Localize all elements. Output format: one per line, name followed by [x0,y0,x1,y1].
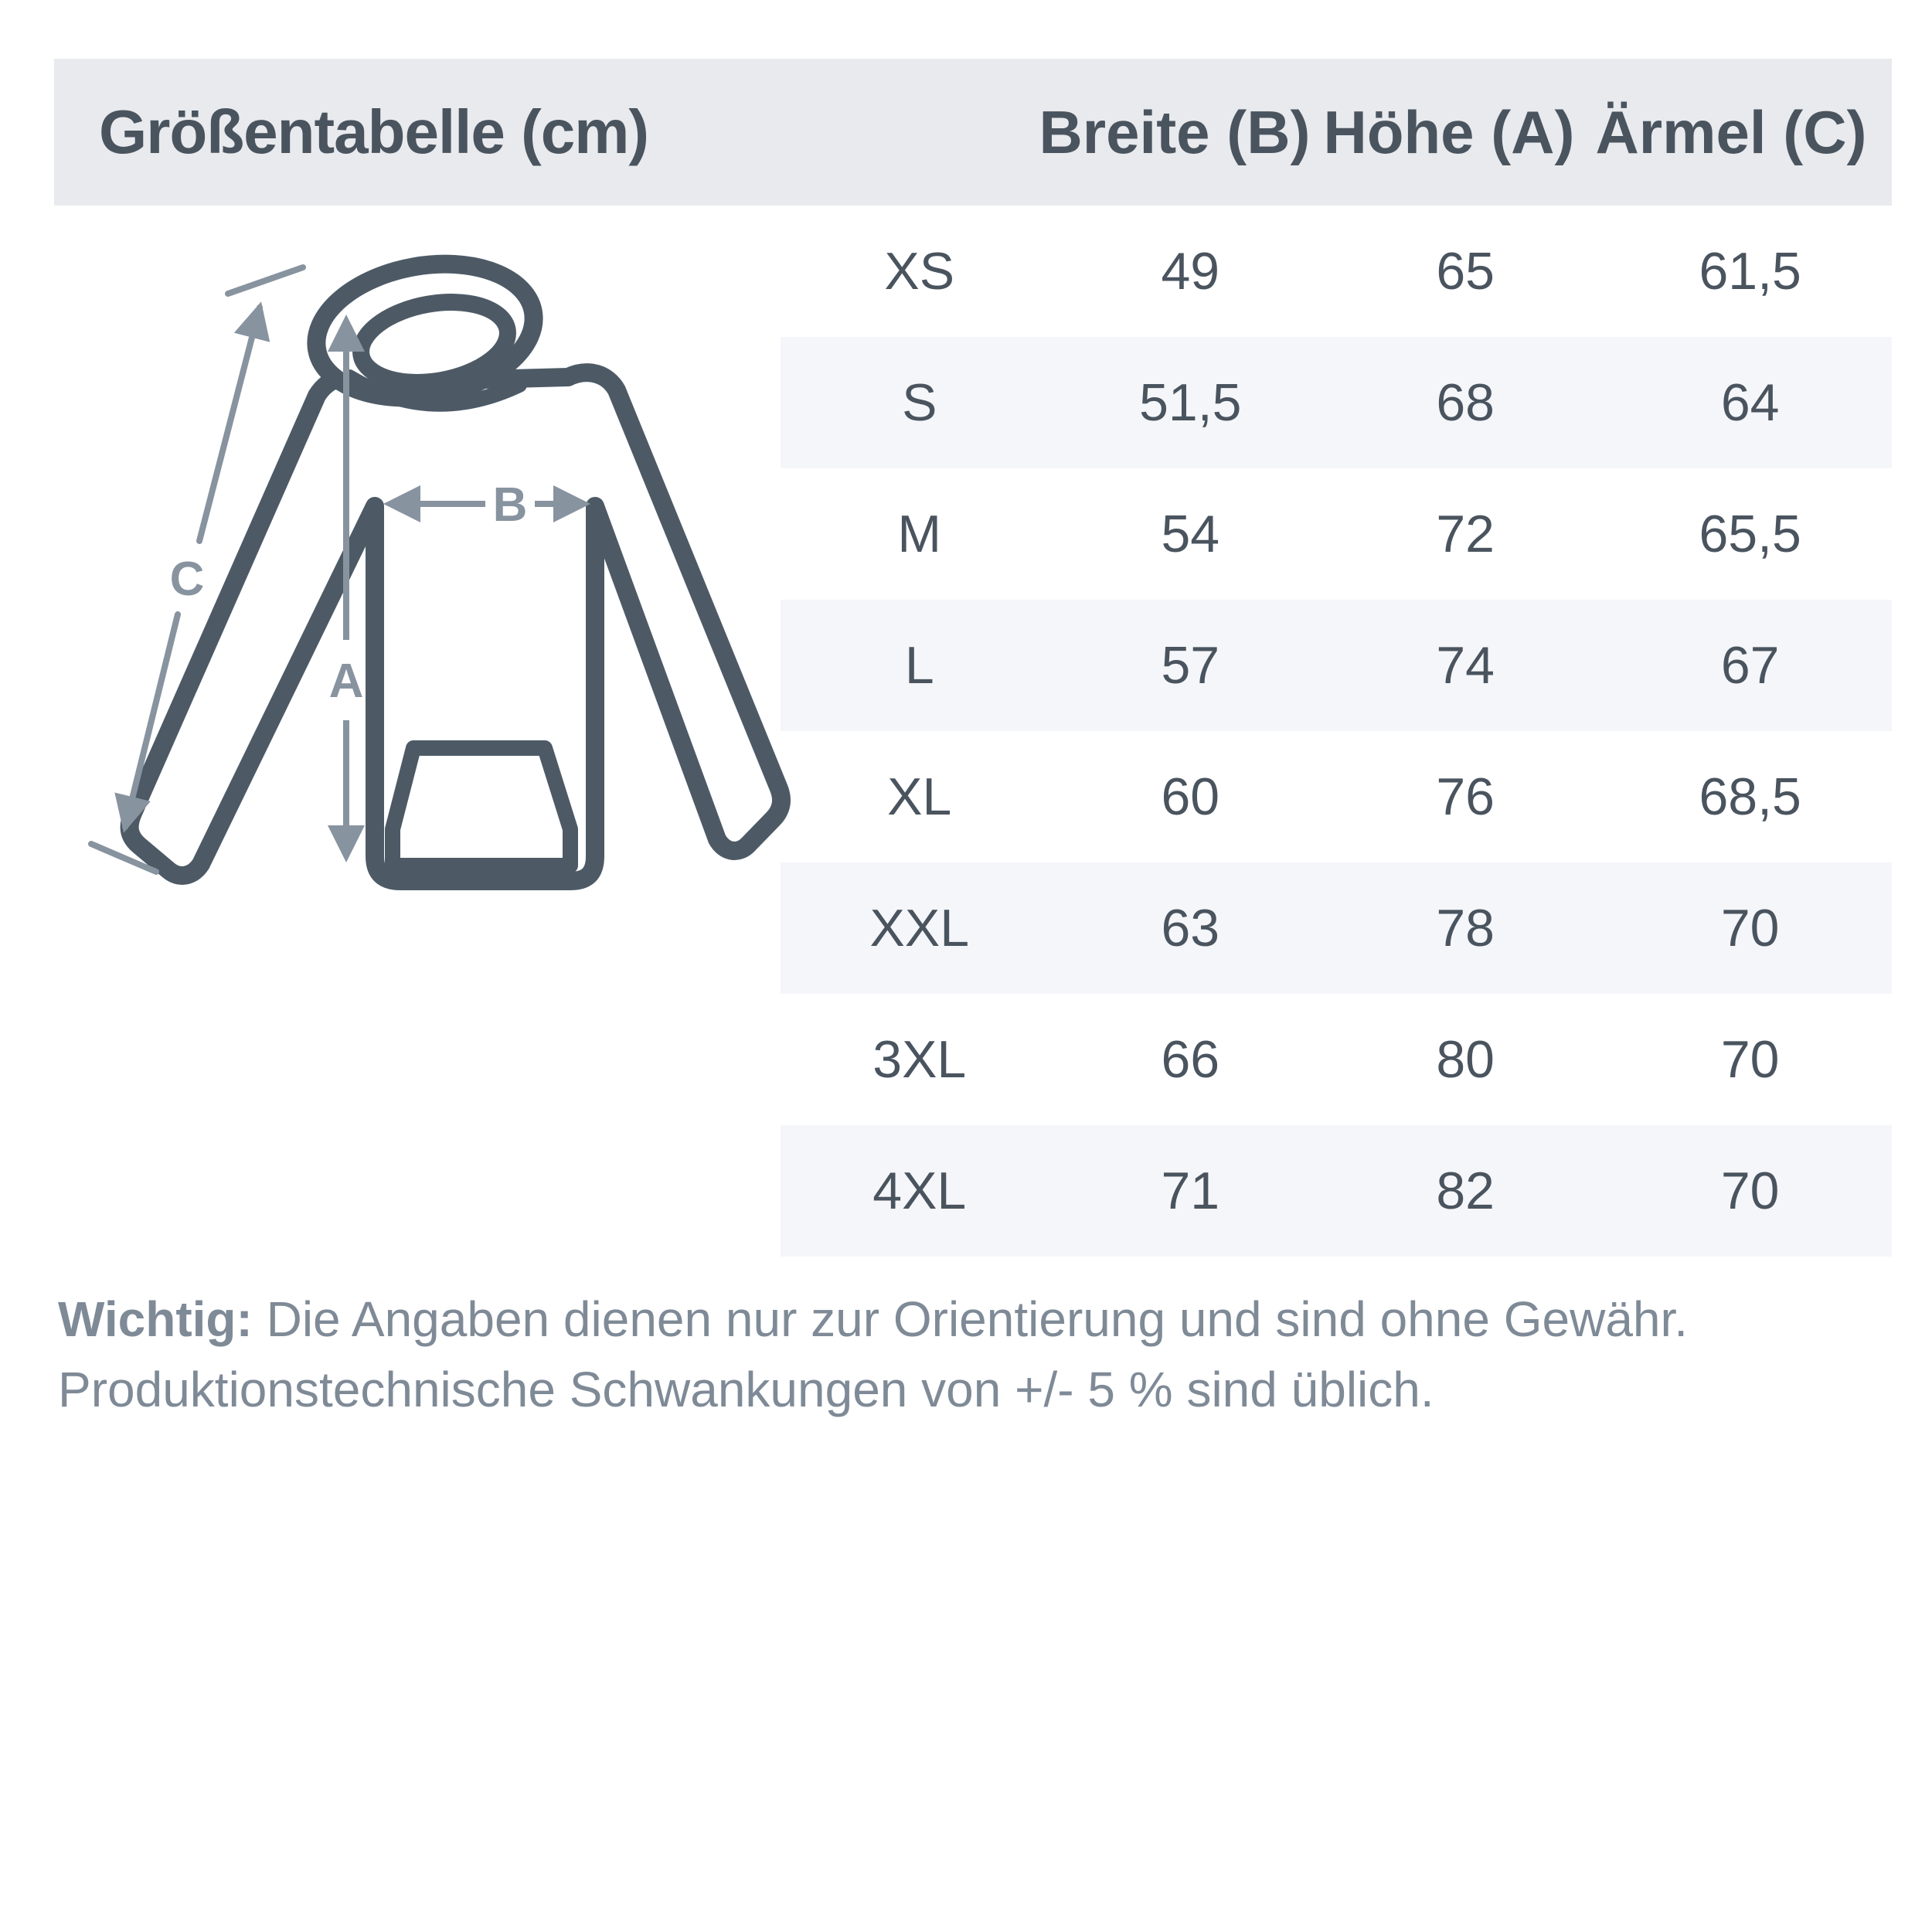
table-row-xs [781,206,1892,337]
breite-cell: 71 [1161,1162,1220,1220]
aermel-cell: 61,5 [1699,242,1801,301]
size-cell: XL [887,767,952,826]
size-cell: 3XL [872,1030,967,1089]
table-row-xxl [781,862,1892,994]
hoehe-cell: 78 [1436,899,1495,957]
table-row-3xl [781,994,1892,1125]
table-row-xl [781,731,1892,862]
breite-cell: 60 [1161,767,1220,826]
size-cell: S [902,373,937,432]
aermel-cell: 68,5 [1699,767,1801,826]
hoehe-cell: 74 [1436,636,1495,695]
size-cell: XXL [869,899,970,957]
measure-label-c: C [169,553,205,606]
size-table [781,206,1892,1257]
hoodie-measurement-diagram [62,216,796,912]
table-row-s [781,337,1892,468]
disclaimer-line-2: Produktionstechnische Schwankungen von +/- 5 % sind üblich. [58,1361,1434,1417]
measure-label-a: A [328,655,364,708]
measure-label-b: B [492,478,528,532]
disclaimer-text-1: Die Angaben dienen nur zur Orientierung und sind ohne Gewähr. [266,1291,1689,1347]
hoodie-pocket [393,748,570,866]
hoehe-cell: 80 [1436,1030,1495,1089]
breite-cell: 57 [1161,636,1220,695]
aermel-cell: 67 [1720,636,1780,695]
disclaimer-line-1 [58,1284,1866,1355]
hood-icon [306,248,545,414]
aermel-cell: 70 [1720,1162,1780,1220]
disclaimer-label: Wichtig: [58,1291,253,1347]
hoehe-cell: 72 [1436,505,1495,563]
disclaimer-note [58,1284,1866,1425]
aermel-cell: 70 [1720,899,1780,957]
breite-cell: 51,5 [1139,373,1242,432]
hoehe-cell: 82 [1436,1162,1495,1220]
hoehe-cell: 76 [1436,767,1495,826]
column-header-hoehe: Höhe (A) [1323,97,1575,166]
breite-cell: 66 [1161,1030,1220,1089]
table-row-m [781,468,1892,600]
size-cell: XS [884,242,955,301]
page-title: Größentabelle (cm) [99,97,649,166]
size-cell: 4XL [872,1162,967,1220]
size-cell: M [897,505,942,563]
breite-cell: 54 [1161,505,1220,563]
aermel-cell: 70 [1720,1030,1780,1089]
breite-cell: 63 [1161,899,1220,957]
column-header-breite: Breite (B) [1039,97,1311,166]
table-row-4xl [781,1125,1892,1257]
hoehe-cell: 68 [1436,373,1495,432]
hoehe-cell: 65 [1436,242,1495,301]
aermel-cell: 65,5 [1699,505,1801,563]
aermel-cell: 64 [1720,373,1780,432]
table-row-l [781,600,1892,731]
size-cell: L [904,636,934,695]
table-header [54,59,1892,206]
column-header-aermel: Ärmel (C) [1595,97,1867,166]
breite-cell: 49 [1161,242,1220,301]
